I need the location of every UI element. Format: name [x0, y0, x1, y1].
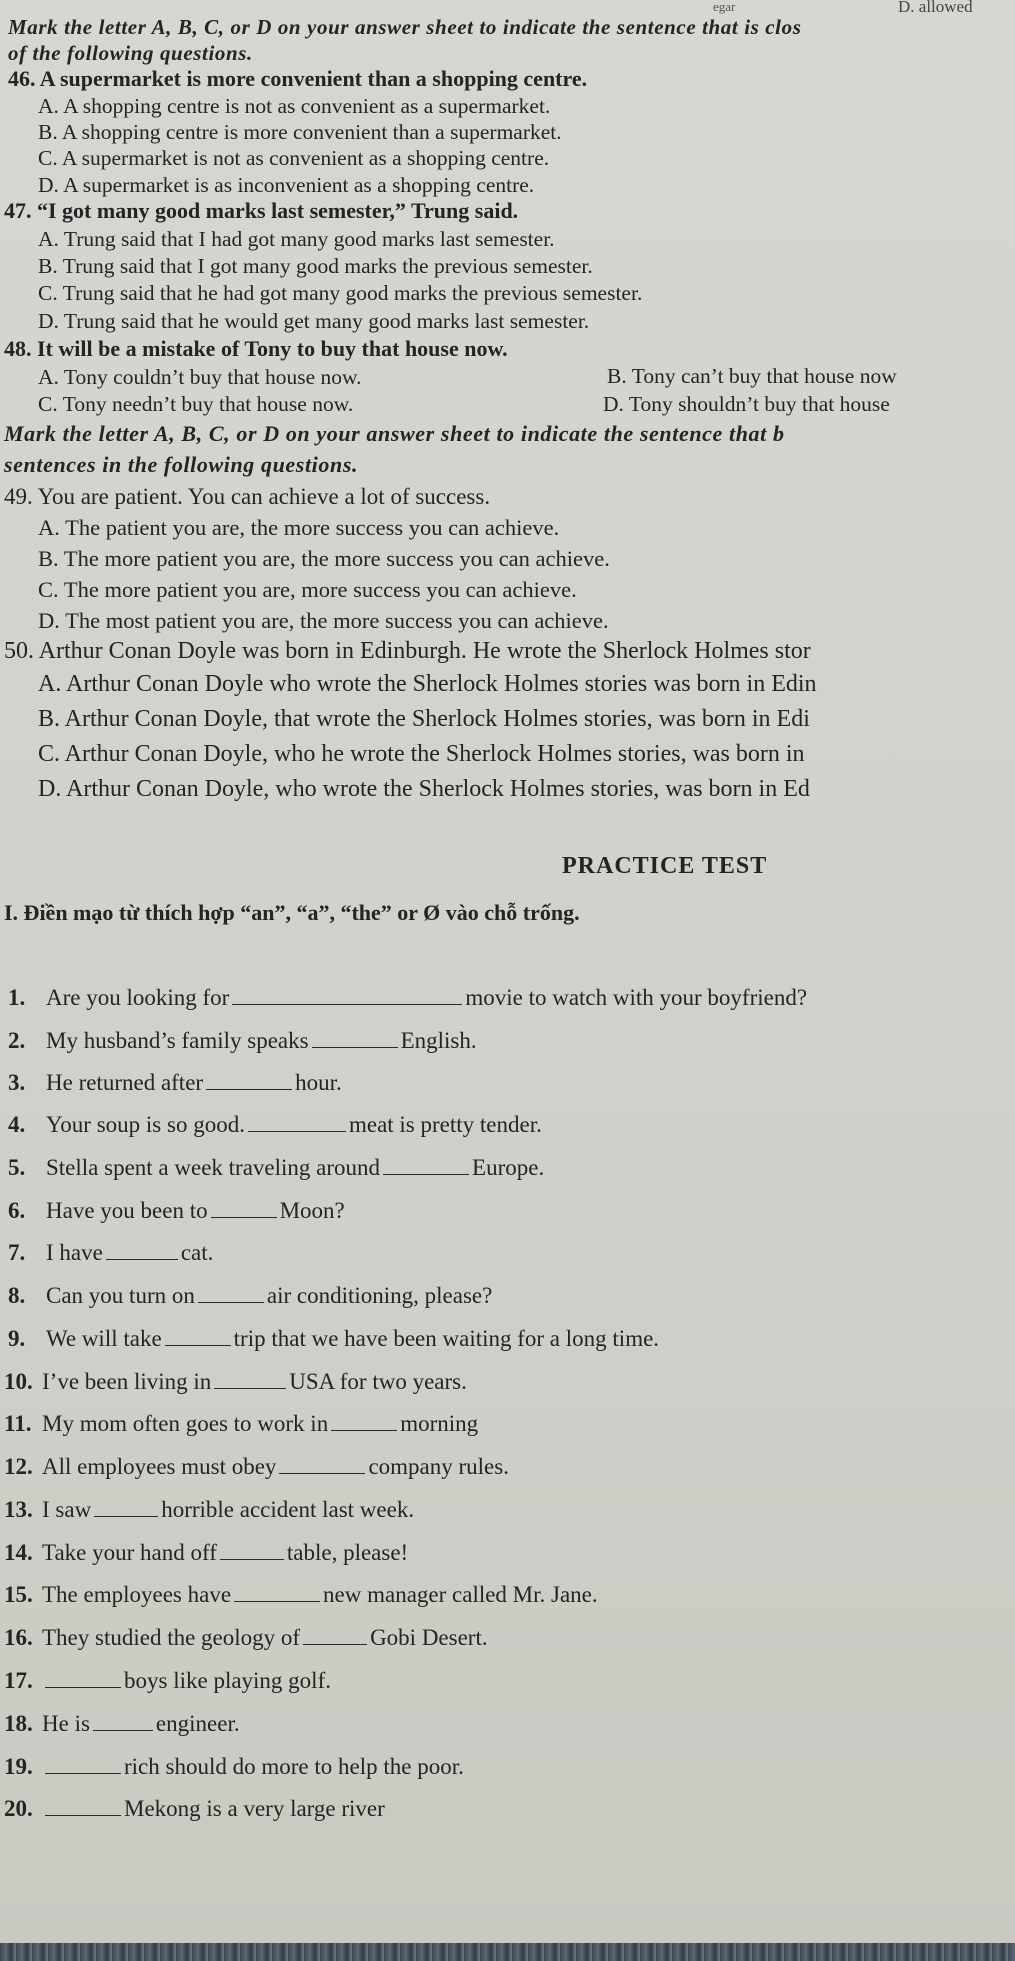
- item-text-after: company rules.: [368, 1454, 509, 1479]
- q46-option-d: D. A supermarket is as inconvenient as a shopping centre.: [38, 173, 535, 197]
- fill-in-item: [8, 985, 807, 1011]
- question-49: 49. You are patient. You can achieve a lot of success.: [4, 484, 491, 509]
- item-text-before: Stella spent a week traveling around: [46, 1155, 381, 1180]
- answer-blank[interactable]: [383, 1156, 469, 1175]
- item-number: 13.: [4, 1497, 33, 1522]
- answer-blank[interactable]: [165, 1327, 231, 1346]
- answer-blank[interactable]: [93, 1712, 153, 1731]
- answer-blank[interactable]: [279, 1455, 365, 1474]
- fill-in-item: [4, 1668, 331, 1694]
- fill-in-item: [4, 1754, 464, 1780]
- item-text-before: I have: [46, 1240, 103, 1265]
- item-text-after: horrible accident last week.: [161, 1497, 415, 1522]
- item-text-after: Europe.: [472, 1155, 545, 1180]
- q50-option-d: D. Arthur Conan Doyle, who wrote the Sherlock Holmes stories, was born in Ed: [38, 776, 810, 802]
- item-text-after: movie to watch with your boyfriend?: [465, 985, 808, 1010]
- instruction-1: Mark the letter A, B, C, or D on your answer sheet to indicate the sentence that is clos: [8, 15, 802, 39]
- question-46: 46. A supermarket is more convenient than a shopping centre.: [8, 66, 588, 91]
- answer-blank[interactable]: [234, 1583, 320, 1602]
- fill-in-item: [4, 1796, 385, 1822]
- q46-option-c: C. A supermarket is not as convenient as a shopping centre.: [38, 146, 550, 170]
- item-number: 15.: [4, 1582, 33, 1607]
- item-text-before: He is: [42, 1711, 90, 1736]
- item-number: 16.: [4, 1625, 33, 1650]
- item-text-after: meat is pretty tender.: [348, 1112, 542, 1137]
- answer-blank[interactable]: [45, 1755, 121, 1774]
- q46-option-a: A. A shopping centre is not as convenient as a supermarket.: [38, 94, 551, 118]
- item-text-after: table, please!: [286, 1540, 409, 1565]
- item-text-before: My mom often goes to work in: [42, 1411, 329, 1436]
- item-number: 5.: [8, 1155, 26, 1180]
- practice-test-title: PRACTICE TEST: [562, 853, 768, 879]
- fill-in-item: [8, 1070, 342, 1096]
- q47-option-d: D. Trung said that he would get many good marks last semester.: [38, 309, 590, 333]
- q49-option-c: C. The more patient you are, more success you can achieve.: [38, 577, 577, 602]
- fill-in-item: [4, 1582, 598, 1608]
- item-text-after: morning: [400, 1411, 479, 1436]
- answer-blank[interactable]: [94, 1498, 158, 1517]
- fill-in-item: [8, 1240, 213, 1266]
- q47-option-c: C. Trung said that he had got many good marks the previous semester.: [38, 281, 643, 305]
- item-text-before: I saw: [42, 1497, 92, 1522]
- item-number: 11.: [4, 1411, 32, 1436]
- item-text-before: The employees have: [42, 1582, 232, 1607]
- fill-in-item: [4, 1625, 488, 1651]
- q46-option-b: B. A shopping centre is more convenient than a supermarket.: [38, 120, 562, 144]
- q49-option-b: B. The more patient you are, the more success you can achieve.: [38, 546, 610, 571]
- item-text-before: Can you turn on: [46, 1283, 195, 1308]
- fill-in-item: [4, 1411, 478, 1437]
- item-number: 2.: [8, 1028, 26, 1053]
- item-number: 17.: [4, 1668, 33, 1693]
- item-text-after: trip that we have been waiting for a long time.: [233, 1326, 660, 1351]
- item-number: 6.: [8, 1198, 26, 1223]
- item-text-before: Your soup is so good.: [46, 1112, 245, 1137]
- fill-in-item: [4, 1497, 414, 1523]
- answer-blank[interactable]: [232, 986, 462, 1005]
- fill-in-item: [8, 1198, 345, 1224]
- item-number: 10.: [4, 1369, 33, 1394]
- question-48: 48. It will be a mistake of Tony to buy that house now.: [4, 336, 508, 361]
- q49-option-a: A. The patient you are, the more success you can achieve.: [38, 515, 560, 540]
- item-number: 20.: [4, 1796, 33, 1821]
- instruction-2: Mark the letter A, B, C, or D on your answer sheet to indicate the sentence that b: [4, 421, 785, 446]
- fill-in-item: [4, 1369, 467, 1395]
- item-text-after: Moon?: [279, 1198, 345, 1223]
- item-text-before: Take your hand off: [42, 1540, 217, 1565]
- item-number: 3.: [8, 1070, 26, 1095]
- question-50: 50. Arthur Conan Doyle was born in Edinburgh. He wrote the Sherlock Holmes stor: [4, 638, 811, 664]
- item-text-after: boys like playing golf.: [124, 1668, 331, 1693]
- q48-option-d: D. Tony shouldn’t buy that house: [603, 392, 890, 416]
- q50-option-c: C. Arthur Conan Doyle, who he wrote the Sherlock Holmes stories, was born in: [38, 741, 805, 767]
- item-text-before: My husband’s family speaks: [46, 1028, 309, 1053]
- fill-in-item: [8, 1028, 477, 1054]
- item-number: 19.: [4, 1754, 33, 1779]
- item-text-after: Mekong is a very large river: [124, 1796, 385, 1821]
- item-text-after: cat.: [180, 1240, 214, 1265]
- answer-blank[interactable]: [220, 1541, 284, 1560]
- item-number: 14.: [4, 1540, 33, 1565]
- fill-in-item: [4, 1540, 408, 1566]
- item-text-before: Are you looking for: [46, 985, 230, 1010]
- item-number: 18.: [4, 1711, 33, 1736]
- corner-option: D. allowed: [898, 0, 973, 16]
- fill-in-item: [8, 1155, 544, 1181]
- answer-blank[interactable]: [312, 1029, 398, 1048]
- fill-in-item: [8, 1326, 659, 1352]
- item-number: 1.: [8, 985, 26, 1010]
- answer-blank[interactable]: [206, 1071, 292, 1090]
- item-number: 4.: [8, 1112, 26, 1137]
- q47-option-b: B. Trung said that I got many good marks the previous semester.: [38, 254, 593, 278]
- item-number: 8.: [8, 1283, 26, 1308]
- answer-blank[interactable]: [45, 1797, 121, 1816]
- bottom-edge: [0, 1943, 1015, 1961]
- item-text-after: rich should do more to help the poor.: [124, 1754, 464, 1779]
- answer-blank[interactable]: [198, 1284, 264, 1303]
- item-number: 9.: [8, 1326, 26, 1351]
- item-text-before: We will take: [46, 1326, 162, 1351]
- answer-blank[interactable]: [211, 1199, 277, 1218]
- item-text-after: English.: [400, 1028, 477, 1053]
- item-text-before: They studied the geology of: [42, 1625, 301, 1650]
- item-text-after: Gobi Desert.: [370, 1625, 488, 1650]
- item-text-before: All employees must obey: [42, 1454, 277, 1479]
- instruction-1-cont: of the following questions.: [8, 41, 253, 65]
- fill-in-item: [4, 1711, 240, 1737]
- q47-option-a: A. Trung said that I had got many good marks last semester.: [38, 227, 555, 251]
- fill-in-item: [4, 1454, 509, 1480]
- answer-blank[interactable]: [214, 1370, 286, 1389]
- q50-option-a: A. Arthur Conan Doyle who wrote the Sherlock Holmes stories was born in Edin: [38, 671, 817, 697]
- item-number: 7.: [8, 1240, 26, 1265]
- instruction-2-cont: sentences in the following questions.: [4, 452, 359, 477]
- answer-blank[interactable]: [45, 1669, 121, 1688]
- question-47: 47. “I got many good marks last semester,” Trung said.: [4, 198, 519, 223]
- item-text-before: Have you been to: [46, 1198, 208, 1223]
- q49-option-d: D. The most patient you are, the more success you can achieve.: [38, 608, 609, 633]
- answer-blank[interactable]: [303, 1626, 367, 1645]
- q48-option-c: C. Tony needn’t buy that house now.: [38, 392, 354, 416]
- answer-blank[interactable]: [106, 1241, 178, 1260]
- item-text-after: air conditioning, please?: [266, 1283, 493, 1308]
- item-text-after: USA for two years.: [289, 1369, 467, 1394]
- section-heading: I. Điền mạo từ thích hợp “an”, “a”, “the” or Ø vào chỗ trống.: [4, 900, 580, 925]
- item-text-before: He returned after: [46, 1070, 204, 1095]
- item-text-after: engineer.: [155, 1711, 240, 1736]
- corner-text: egar: [713, 0, 736, 14]
- item-number: 12.: [4, 1454, 33, 1479]
- answer-blank[interactable]: [248, 1113, 346, 1132]
- fill-in-item: [8, 1283, 492, 1309]
- answer-blank[interactable]: [331, 1412, 397, 1431]
- item-text-after: new manager called Mr. Jane.: [323, 1582, 598, 1607]
- q48-option-a: A. Tony couldn’t buy that house now.: [38, 365, 362, 389]
- fill-in-item: [8, 1112, 542, 1138]
- q50-option-b: B. Arthur Conan Doyle, that wrote the Sherlock Holmes stories, was born in Edi: [38, 706, 810, 732]
- item-text-after: hour.: [295, 1070, 342, 1095]
- item-text-before: I’ve been living in: [42, 1369, 212, 1394]
- q48-option-b: B. Tony can’t buy that house now: [607, 364, 897, 388]
